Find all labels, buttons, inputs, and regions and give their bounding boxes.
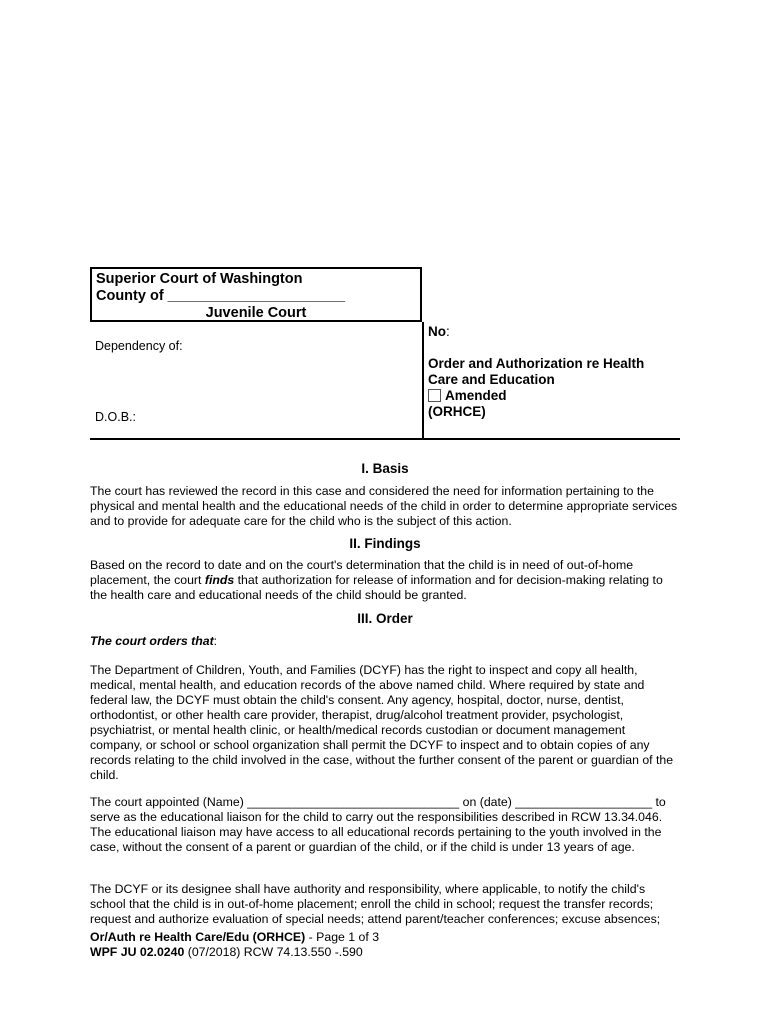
footer-line2 (90, 945, 363, 960)
order-paragraph-dcyf-authority: The DCYF or its designee shall have authority and responsibility, where applicable, to notify the child's school that the child is in out-of-home placement; enroll the child in school; request the transfer records; request and authorize evaluation of special needs; attend parent/teacher conferences; excuse absences; (90, 882, 661, 926)
dob-label: D.O.B.: (95, 410, 136, 424)
court-division: Juvenile Court (205, 305, 307, 321)
caption-horizontal-divider (90, 438, 680, 440)
case-number-colon: : (446, 324, 450, 339)
footer-form-title: Or/Auth re Health Care/Edu (ORHCE) (90, 930, 306, 944)
findings-heading: II. Findings (349, 536, 421, 551)
findings-text (90, 558, 680, 603)
footer-form-citation: (07/2018) RCW 74.13.550 -.590 (184, 945, 363, 959)
findings-emphasis: finds (204, 573, 235, 587)
order-intro-colon: : (213, 634, 218, 648)
findings-text-end: that authorization for release of information and for decision-making relating to the health care and educational needs of the child should be granted. (90, 573, 663, 602)
court-name: Superior Court of Washington (96, 271, 303, 287)
footer-line1 (90, 930, 379, 945)
amended-option[interactable] (428, 388, 644, 404)
dependency-label: Dependency of: (95, 339, 183, 353)
order-paragraph-records: The Department of Children, Youth, and Families (DCYF) has the right to inspect and copy all health, medical, mental health, and education records of the above named child. Where required by state and federal law, the DCYF must obtain the child's consent. Any agency, hospital, doctor, nurse, dentist, orthodontist, or other health care provider, therapist, drug/alcohol treatment provider, psychologist, psychiatrist, or mental health clinic, or health/medical records custodian or document management company, or school or school organization shall permit the DCYF to inspect and to obtain copies of any records relating to the child involved in the case, without the further consent of the parent or guardian of the child. (90, 663, 674, 782)
findings-text-start: Based on the record to date and on the court's determination that the child is in need of out-of-home placement, the court (90, 558, 634, 587)
form-title (428, 356, 644, 420)
caption-vertical-divider (422, 322, 424, 438)
court-caption-box (90, 267, 422, 322)
footer-form-number: WPF JU 02.0240 (90, 945, 185, 959)
amended-label: Amended (445, 388, 507, 403)
form-title-line1: Order and Authorization re Health (428, 356, 645, 371)
form-title-line2: Care and Education (428, 372, 555, 387)
footer-page-number: - Page 1 of 3 (305, 930, 380, 944)
form-abbrev: (ORHCE) (428, 404, 486, 419)
basis-text: The court has reviewed the record in this case and considered the need for information pertaining to the physical and mental health and the educational needs of the child in order to determine appropriate services and to provide for adequate care for the child who is the subject of this action. (90, 484, 678, 528)
basis-heading: I. Basis (361, 461, 409, 476)
case-number-field[interactable] (428, 324, 450, 340)
amended-checkbox[interactable] (428, 389, 441, 402)
order-intro (90, 634, 680, 649)
order-heading: III. Order (357, 611, 413, 626)
case-number-label: No (428, 324, 446, 339)
order-intro-text: The court orders that (90, 634, 214, 648)
order-paragraph-liaison: The court appointed (Name) _______________________________ on (date) ____________________ to serve as the educational liaison for the child to carry out the responsibilities described in RCW 13.34.046. The educational liaison may have access to all educational records pertaining to the youth involved in the case, without the consent of a parent or guardian of the child, or if the child is under 13 years of age. (90, 795, 666, 854)
county-line: County of ______________________ (96, 288, 346, 304)
